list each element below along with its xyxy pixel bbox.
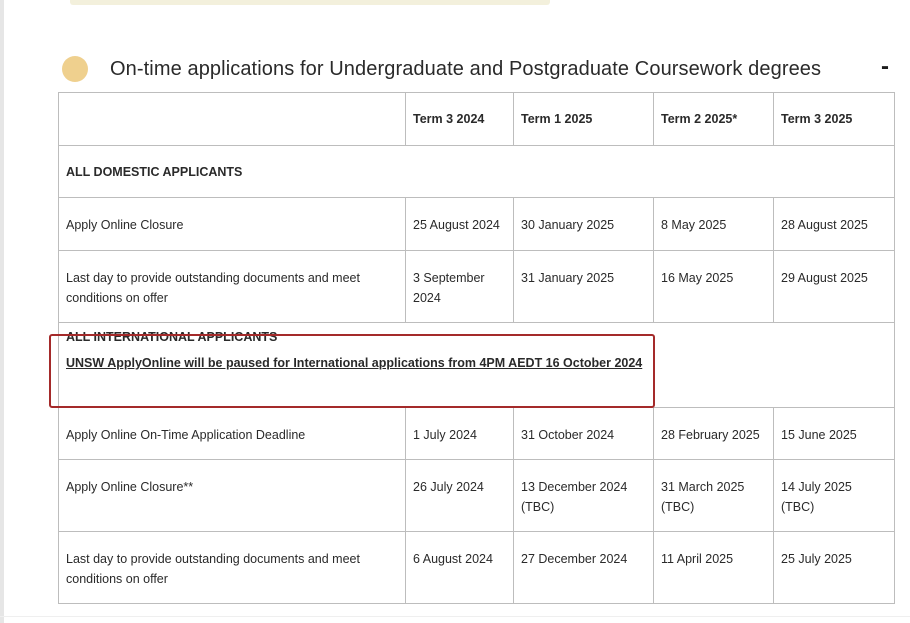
date-cell: 8 May 2025 [654, 198, 774, 251]
date-cell: 16 May 2025 [654, 251, 774, 323]
table-header-blank [59, 93, 406, 146]
international-heading-cell [59, 323, 895, 408]
date-cell: 27 December 2024 [514, 532, 654, 604]
date-cell: 29 August 2025 [774, 251, 895, 323]
domestic-heading: ALL DOMESTIC APPLICANTS [59, 146, 895, 198]
bullet-dot-icon [62, 56, 88, 82]
date-cell: 31 January 2025 [514, 251, 654, 323]
date-cell: 28 August 2025 [774, 198, 895, 251]
column-header: Term 1 2025 [514, 93, 654, 146]
section-title: On-time applications for Undergraduate and Postgraduate Coursework degrees [110, 57, 822, 80]
table-row [59, 198, 895, 251]
date-cell: 31 October 2024 [514, 408, 654, 460]
column-header: Term 2 2025* [654, 93, 774, 146]
row-label: Last day to provide outstanding documents and meet conditions on offer [59, 532, 406, 604]
international-heading: ALL INTERNATIONAL APPLICANTS [66, 330, 278, 344]
row-label: Apply Online Closure [59, 198, 406, 251]
column-header: Term 3 2025 [774, 93, 895, 146]
date-cell: 25 July 2025 [774, 532, 895, 604]
date-cell: 15 June 2025 [774, 408, 895, 460]
date-cell: 30 January 2025 [514, 198, 654, 251]
table-row [59, 460, 895, 532]
date-cell: 31 March 2025 (TBC) [654, 460, 774, 532]
page-divider [0, 616, 910, 617]
date-cell: 13 December 2024 (TBC) [514, 460, 654, 532]
date-cell: 6 August 2024 [406, 532, 514, 604]
previous-section-edge [70, 0, 550, 5]
domestic-section-row [59, 146, 895, 198]
international-section-row [59, 323, 895, 408]
date-cell: 1 July 2024 [406, 408, 514, 460]
table-header-row [59, 93, 895, 146]
date-cell: 25 August 2024 [406, 198, 514, 251]
applyonline-pause-notice[interactable]: UNSW ApplyOnline will be paused for International applications from 4PM AEDT 16 October 2024 [66, 356, 643, 370]
page-edge [0, 0, 4, 623]
collapse-toggle-icon[interactable]: - [881, 53, 889, 80]
date-cell: 14 July 2025 (TBC) [774, 460, 895, 532]
column-header: Term 3 2024 [406, 93, 514, 146]
table-row [59, 408, 895, 460]
key-dates-table [58, 92, 895, 604]
date-cell: 3 September 2024 [406, 251, 514, 323]
table-row [59, 251, 895, 323]
row-label: Last day to provide outstanding documents and meet conditions on offer [59, 251, 406, 323]
date-cell: 11 April 2025 [654, 532, 774, 604]
date-cell: 26 July 2024 [406, 460, 514, 532]
table-row [59, 532, 895, 604]
date-cell: 28 February 2025 [654, 408, 774, 460]
row-label: Apply Online On-Time Application Deadline [59, 408, 406, 460]
row-label: Apply Online Closure** [59, 460, 406, 532]
section-header[interactable] [62, 54, 892, 84]
